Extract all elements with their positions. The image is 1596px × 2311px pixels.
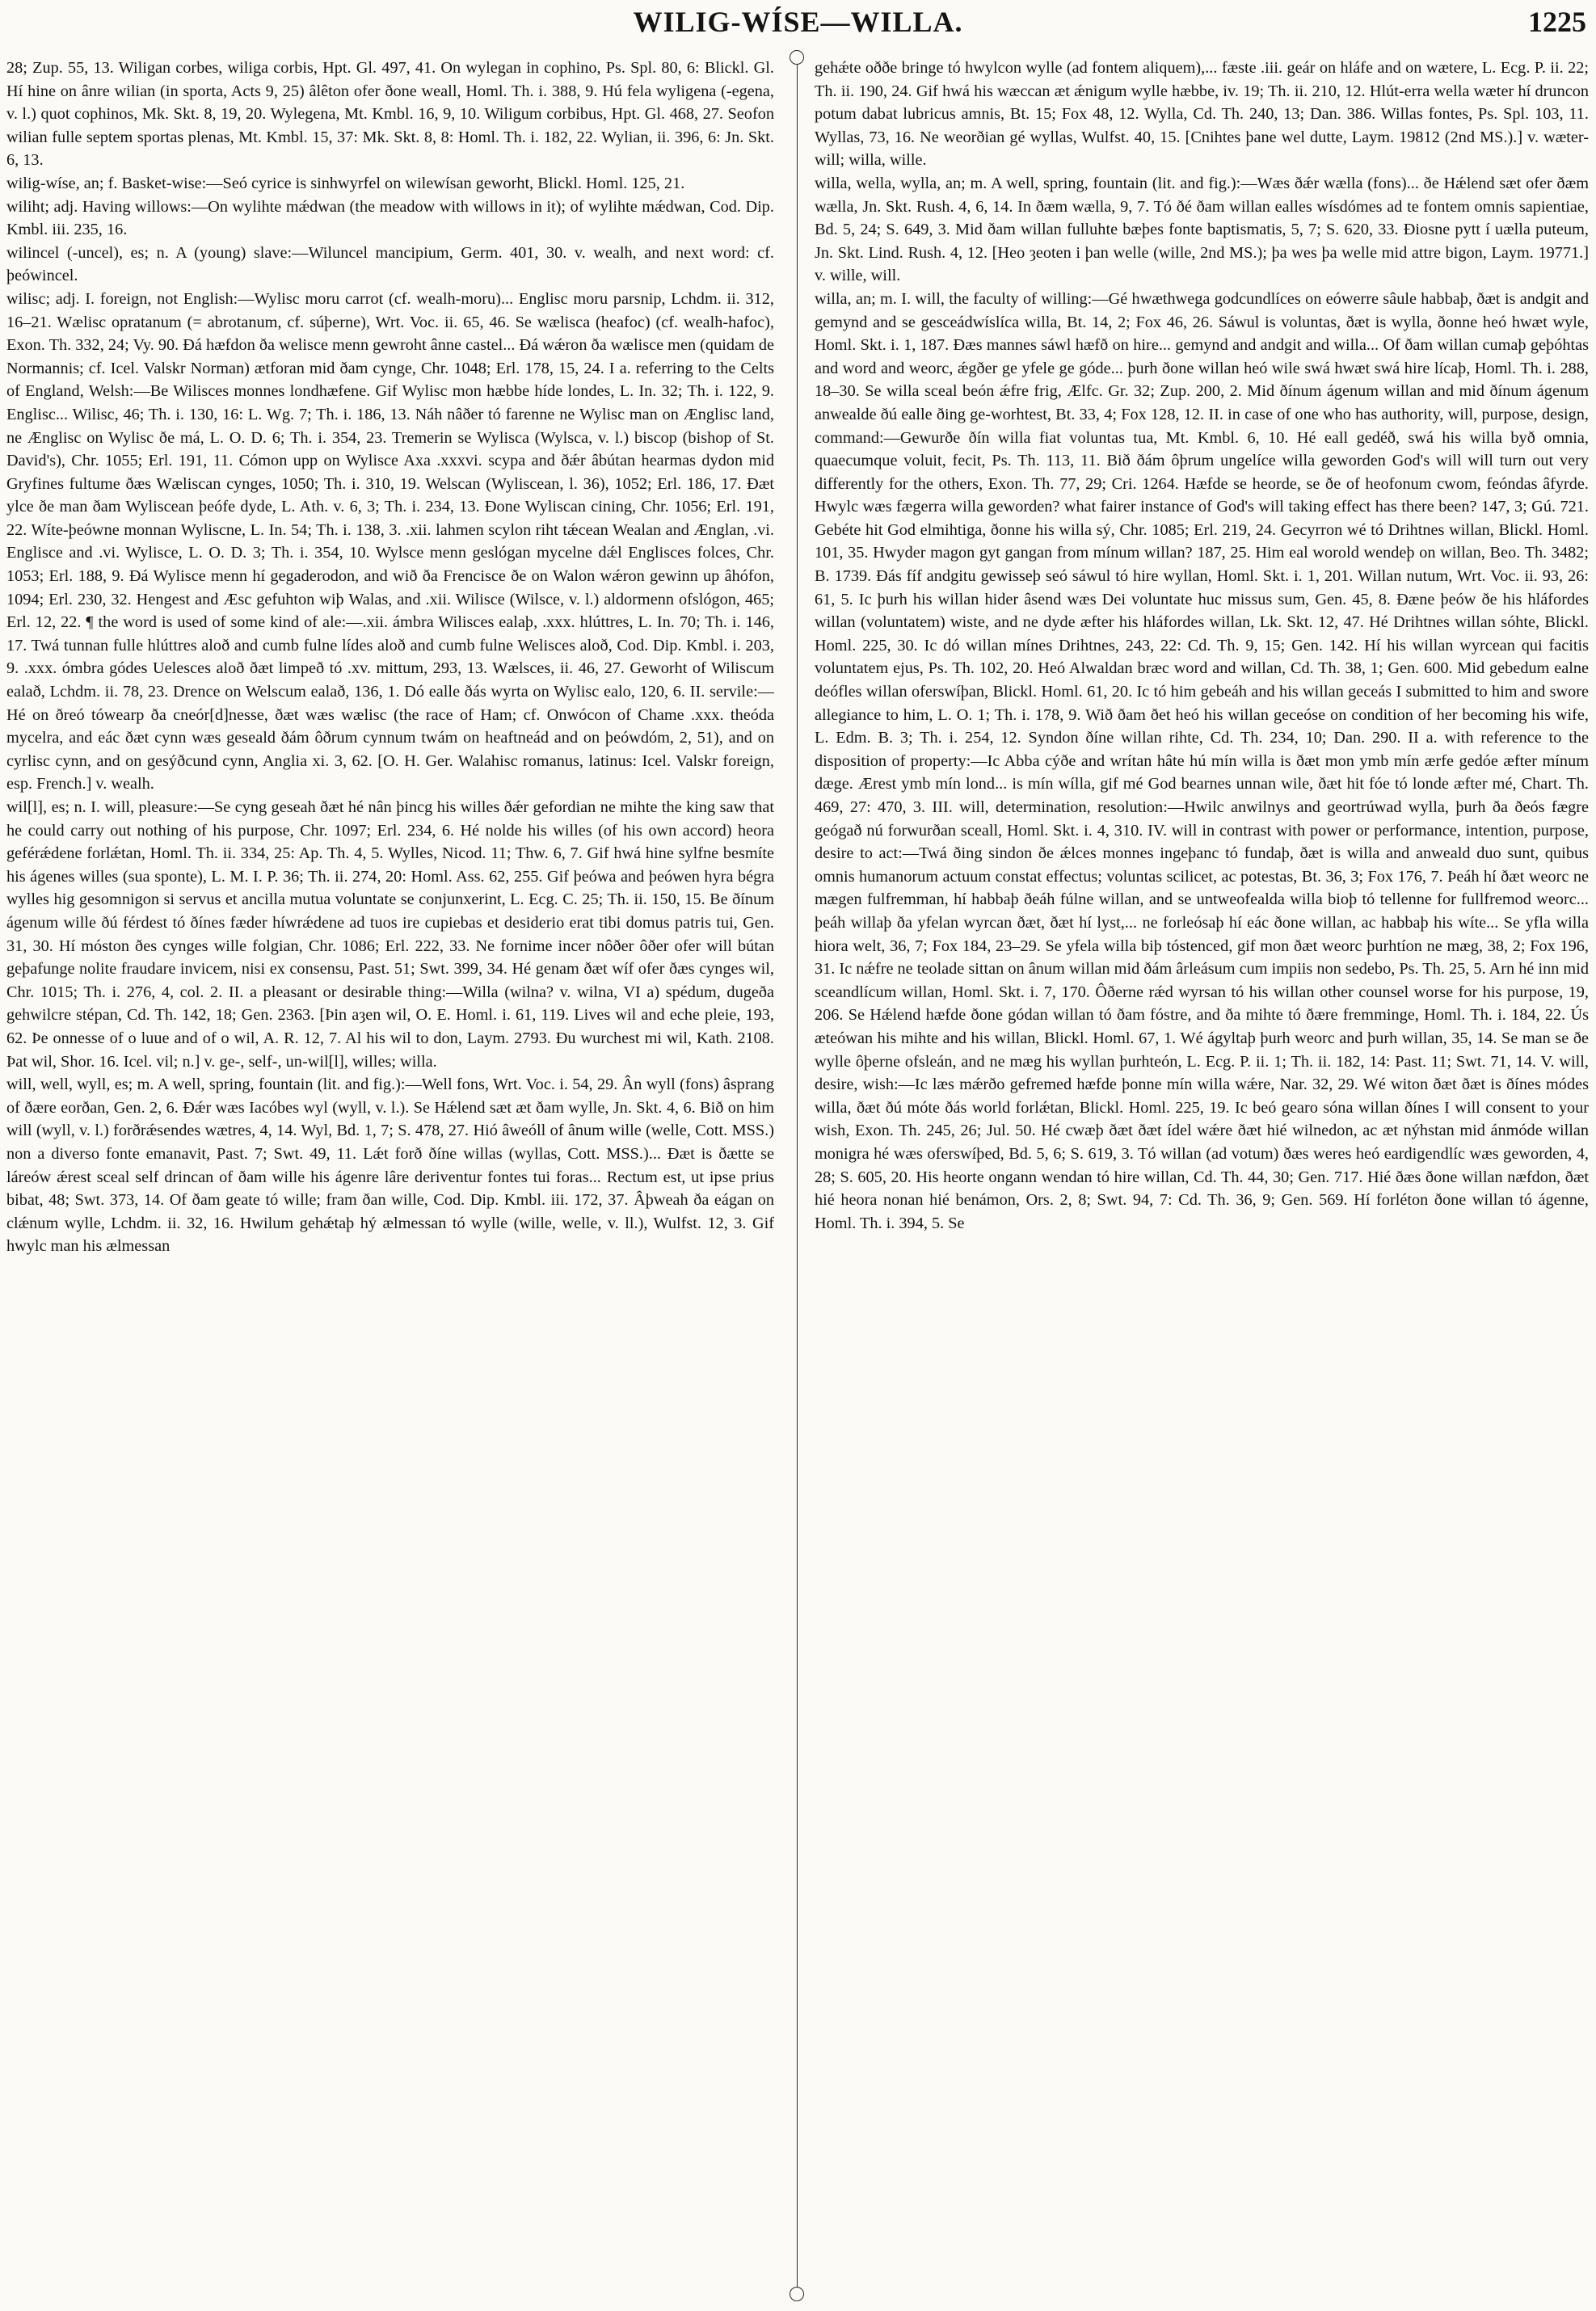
- entry-wilig-wise: wilig-wíse, an; f. Basket-wise:—Seó cyrice is sinhwyrfel on wilewísan geworht, Blickl. Homl. 125, 21.: [6, 174, 685, 192]
- entry-wilisc: wilisc; adj. I. foreign, not English:—Wylisc moru carrot (cf. wealh-moru)... Englisc moru parsnip, Lchdm. ii. 312, 16–21. Wælisc opratanum (= abrotanum, cf. súþerne), Wrt. Voc. ii. 65, 46. Se wælisca (heafoc) (cf. wealh-hafoc), Exon. Th. 332, 24; Vy. 90. Ðá hæfdon ða welisce menn gewroht ânne castel... Ðá wǽron ða wælisce men (quidam de Normannis; cf. Icel. Valskr Norman) ætforan mid ðam cynge, Chr. 1048; Erl. 178, 15, 24. I a. referring to the Celts of England, Welsh:—Be Wilisces monnes londhæfene. Gif Wylisc mon hæbbe híde londes, L. In. 32; Th. i. 122, 9. Englisc... Wilisc, 46; Th. i. 130, 16: L. Wg. 7; Th. i. 186, 13. Náh nâðer tó farenne ne Wylisc man on Ænglisc land, ne Ænglisc on Wylisc ðe má, L. O. D. 6; Th. i. 354, 23. Tremerin se Wylisca (Wylsca, v. l.) biscop (bishop of St. David's), Chr. 1055; Erl. 191, 11. Cómon upp on Wylisce Axa .xxxvi. scypa and ðǽr âbútan hearmas dydon mid Gryfines fultume ðæs Wæliscan cynges, 1050; Th. i. 310, 19. Welscan (Wyliscean, l. 36), 1052; Erl. 186, 17. Ðæt ylce ðe man ðam Wyliscean þeófe dyde, L. Ath. v. 6, 3; Th. i. 234, 13. Ðone Wyliscan cining, Chr. 1056; Erl. 191, 22. Wíte-þeówne monnan Wyliscne, L. In. 54; Th. i. 138, 3. .xii. lahmen scylon riht tǽcean Wealan and Ænglan, .vi. Englisce and .vi. Wylisce, L. O. D. 3; Th. i. 354, 10. Wylsce menn geslógan mycelne dǽl Englisces folces, Chr. 1053; Erl. 188, 9. Ðá Wylisce menn hí gegaderodon, and wið ða Frencisce ðe on Walon wǽron gewinn up âhófon, 1094; Erl. 230, 32. Hengest and Æsc gefuhton wiþ Walas, and .xii. Wilisce (Wilsce, v. l.) aldormenn ofslógon, 465; Erl. 12, 22. ¶ the word is used of some kind of ale:—.xii. ámbra Wilisces ealaþ, .xxx. hlúttres, L. In. 70; Th. i. 146, 17. Twá tunnan fulle hlúttres aloð and cumb fulne lídes aloð and cumb fulne Welisces aloð, Cod. Dip. Kmbl. i. 203, 9. .xxx. ómbra gódes Uelesces aloð ðæt limpeð tó .xv. mittum, 293, 13. Wælsces, ii. 46, 27. Geworht of Wiliscum ealað, Lchdm. ii. 78, 23. Drence on Welscum ealað, 136, 1. Dó ealle ðás wyrta on Wylisc ealo, 120, 6. II. servile:—Hé on ðreó tówearp ða cneór[d]nesse, ðæt wæs wælisc (the race of Ham; cf. Onwócon of Chame .xxx. theóda mycelra, and eác ðæt cynn wæs geseald ðám ôðrum cynnum twám on heaftneád and on þeówdóm, 2, 51), and on cyrlisc cynn, and on gesýðcund cynn, Anglia xi. 3, 62. [O. H. Ger. Walahisc romanus, latinus: Icel. Valskr foreign, esp. French.] v. wealh.: [6, 289, 774, 793]
- entry-wiligan-continued: 28; Zup. 55, 13. Wiligan corbes, wiliga corbis, Hpt. Gl. 497, 41. On wylegan in cophino, Ps. Spl. 80, 6: Blickl. Gl. Hí hine on ânre wilian (in sporta, Acts 9, 25) âlêton ofer ðone weall, Homl. Th. i. 388, 9. Hú fela wyligena (-egena, v. l.) quot cophinos, Mk. Skt. 8, 19, 20. Wylegena, Mt. Kmbl. 16, 9, 10. Wiligum corbibus, Hpt. Gl. 468, 27. Seofon wilian fulle septem sportas plenas, Mt. Kmbl. 15, 37: Mk. Skt. 8, 8: Homl. Th. i. 182, 22. Wylian, ii. 396, 6: Jn. Skt. 6, 13.: [6, 59, 774, 170]
- column-rule: [797, 57, 798, 2295]
- left-column: [6, 57, 774, 2303]
- entry-wiliht: wiliht; adj. Having willows:—On wylihte mǽdwan (the meadow with willows in it); of wylihte mǽdwan, Cod. Dip. Kmbl. iii. 235, 16.: [6, 197, 774, 239]
- entry-wilincel: wilincel (-uncel), es; n. A (young) slave:—Wiluncel mancipium, Germ. 401, 30. v. wealh, and next word: cf. þeówincel.: [6, 243, 774, 285]
- page-title: WILIG-WÍSE—WILLA.: [633, 6, 963, 38]
- entry-willa-well: willa, wella, wylla, an; m. A well, spring, fountain (lit. and fig.):—Wæs ðǽr wælla (fons)... ðe Hǽlend sæt ofer ðæm wælla, Jn. Skt. Rush. 4, 6, 14. In ðæm wælla, 9, 7. Tó ðé ðam willan ealles wísdómes ad te fontem omnis sapientiae, Bd. 5, 24; S. 649, 3. Mid ðam willan fulluhte bæþes fonte baptismatis, 5, 7; S. 620, 33. Ðiosne pytt í uælla puteum, Jn. Skt. Lind. Rush. 4, 12. [Heo ȝeoten i þan welle (wille, 2nd MS.); þa wes þa welle mid attre bigon, Laym. 19771.] v. wille, will.: [815, 174, 1589, 285]
- right-column: [815, 57, 1589, 2303]
- column-rule-top-ornament: [790, 50, 804, 65]
- entry-wil: wil[l], es; n. I. will, pleasure:—Se cyng geseah ðæt hé nân þincg his willes ðǽr gefordian ne mihte the king saw that he could carry out nothing of his purpose, Chr. 1097; Erl. 234, 6. Hé nolde his willes (of his own accord) heora geférǽdene forlǽtan, Homl. Th. ii. 334, 25: Ap. Th. 4, 5. Wylles, Nicod. 11; Thw. 6, 7. Gif hwá hine sylfne besmíte his ágenes willes (sua sponte), L. M. I. P. 36; Th. ii. 274, 20: Homl. Ass. 62, 255. Gif þeówa and þeówen hyra bégra wylles hig gesomnigon si servus et ancilla mutua voluntate se conjunxerint, L. Ecg. C. 25; Th. ii. 150, 15. Be ðínum ágenum wille ðú férdest tó ðínes fæder híwrǽdene ad tuos ire cupiebas et desiderio erat tibi domus patris tui, Gen. 31, 30. Hí móston ðes cynges wille folgian, Chr. 1086; Erl. 222, 33. Ne fornime incer nôðer ôðer ofer will bútan geþafunge nolite fraudare invicem, nisi ex consensu, Past. 51; Swt. 399, 34. Hé genam ðæt wíf ofer ðæs cynges wil, Chr. 1015; Th. i. 276, 4, col. 2. II. a pleasant or desirable thing:—Willa (wilna? v. wilna, VI a) spédum, dugeða gehwilcre stépan, Cd. Th. 142, 18; Gen. 2363. [Þin aȝen wil, O. E. Homl. i. 61, 119. Lives wil and eche pleie, 193, 62. Þe onnesse of o luue and of o wil, A. R. 12, 7. Al his wil to don, Laym. 2793. Ðu wurchest mi wil, Kath. 2108. Þat wil, Shor. 16. Icel. vil; n.] v. ge-, self-, un-wil[l], willes; willa.: [6, 798, 774, 1071]
- column-rule-bottom-ornament: [790, 2287, 804, 2301]
- entry-will-continued: gehǽte oððe bringe tó hwylcon wylle (ad fontem aliquem),... fæste .iii. geár on hláfe and on wætere, L. Ecg. P. ii. 22; Th. ii. 190, 24. Gif hwá his wæccan æt ǽnigum wylle hæbbe, iv. 19; Th. ii. 210, 12. Hlút-erra wella wæter hí druncon potum dabat lubricus amnis, Bt. 15; Fox 48, 12. Wylla, Cd. Th. 240, 13; Dan. 386. Willas fontes, Ps. Spl. 103, 11. Wyllas, 73, 16. Ne weorðian gé wyllas, Wulfst. 40, 15. [Cnihtes þane wel dutte, Laym. 19812 (2nd MS.).] v. wæter-will; willa, wille.: [815, 59, 1589, 170]
- page-number: 1225: [1528, 6, 1586, 38]
- running-head: [0, 5, 1596, 45]
- entry-willa-will: willa, an; m. I. will, the faculty of willing:—Gé hwæthwega godcundlíces on eówerre sâule habbaþ, ðæt is andgit and gemynd and se gesceádwíslíca willa, Bt. 14, 2; Fox 46, 26. Sáwul is voluntas, ðæt is wylla, ðonne heó hwæt wyle, Homl. Skt. i. 1, 187. Ðæs mannes sáwl hæfð on hire... gemynd and andgit and willa... Of ðam willan cumaþ geþóhtas and word and weorc, ǽgðer ge yfele ge góde... þurh ðone willan heó wile swá hwæt swá hire lícaþ, Homl. Th. i. 288, 18–30. Se willa sceal beón ǽfre frig, Ælfc. Gr. 32; Zup. 200, 2. Mid ðínum ágenum willan and mid ðínum ágenum anwealde ðú ealle ðing ge-worhtest, Bt. 33, 4; Fox 128, 12. II. in case of one who has authority, will, purpose, design, command:—Gewurðe ðín willa fiat voluntas tua, Mt. Kmbl. 6, 10. Hé eall gedéð, swá his willa byð omnia, quaecumque voluit, fecit, Ps. Th. 113, 11. Bið ðám ôþrum ungelíce willa geworden God's will will turn out very differently for the others, Exon. Th. 77, 29; Cri. 1264. Hæfde se heorde, se ðe of heofonum cwom, feóndas âfyrde. Hwylc wæs fægerra willa geworden? what fairer instance of God's will taking effect has there been? 147, 3; Gú. 721. Gebéte hit God elmihtiga, ðonne his willa sý, Chr. 1085; Erl. 219, 24. Gecyrron wé tó Drihtnes willan, Blickl. Homl. 101, 35. Hwyder magon gyt gangan from mínum willan? 187, 25. Him eal worold wendeþ on willan, Beo. Th. 3482; B. 1739. Ðás fíf andgitu gewisseþ seó sáwul tó hire wyllan, Homl. Skt. i. 1, 201. Willan nutum, Wrt. Voc. ii. 93, 26: 61, 5. Ic þurh his willan hider âsend wæs Dei voluntate huc missus sum, Gen. 45, 8. Ðæne þeów ðe his hláfordes willan (voluntatem) wiste, and ne dyde æfter his hláfordes willan, Lk. Skt. 12, 47. Hé Drihtnes willan sóhte, Blickl. Homl. 225, 30. Ic dó willan mínes Drihtnes, 243, 22: Cd. Th. 9, 15; Gen. 142. Hí his willan wyrcean qui facitis voluntatem ejus, Ps. Th. 102, 20. Heó Alwaldan bræc word and willan, Cd. Th. 38, 1; Gen. 600. Mid gebedum ealne deófles willan oferswíþan, Blickl. Homl. 61, 20. Ic tó him gebeáh and his willan geceás I submitted to him and swore allegiance to him, L. O. 1; Th. i. 178, 9. Wið ðam ðet heó his willan geceóse on condition of her becoming his wife, L. Edm. B. 3; Th. i. 254, 12. Syndon ðíne willan rihte, Cd. Th. 234, 10; Dan. 290. II a. with reference to the disposition of property:—Ic Abba cýðe and wrítan hâte hú mín willa is ðæt mon ymb mín ærfe gedóe æfter mínum dæge. Ærest ymb mín lond... is mín wílla, gif mé God bearnes unnan wile, ðæt hit fóe tó londe æfter mé, Chart. Th. 469, 27: 470, 3. III. will, determination, resolution:—Hwilc anwilnys and geortrúwad wylla, þurh ða ðeós fægre geógað nú forwurðan sceall, Homl. Skt. i. 4, 310. IV. will in contrast with power or performance, intention, purpose, desire to act:—Twá ðing sindon ðe ǽlces monnes ingeþanc tó fundaþ, ðæt is willa and anweald duo sunt, quibus omnis humanorum actuum constat effectus; voluntas scilicet, ac potestas, Bt. 36, 3; Fox 176, 7. Þeáh hí ðæt weorc ne mægen fulfremman, hí habbaþ ðeáh fúlne willan, and se untweofealda willa bioþ tó tellenne for fullfremod weorc... þeáh willaþ ða yfelan wyrcan ðæt, ðæt hí lyst,... ne forleósaþ hí eác ðone willan, ac habbaþ his wíte... Se yfla willa hiora welt, 36, 7; Fox 184, 23–29. Se yfela willa biþ tóstenced, gif mon ðæt weorc þurhtíon ne mæg, 38, 2; Fox 196, 31. Ic nǽfre ne teolade sittan on ânum willan mid ðám ârleásum cum impiis non sedebo, Ps. Th. 25, 5. Arn hé inn mid sceandlícum willan, Homl. Skt. i. 7, 170. Ôðerne rǽd wyrsan tó his willan other counsel worse for his purpose, 19, 206. Se Hǽlend hæfde ðone gódan willan tó ðam fóstre, and ða mihte tó ðære fremminge, Homl. Th. i. 184, 22. Ús æteówan his mihte and his willan, Blickl. Homl. 67, 1. Wé ágyltaþ þurh weorc and þurh willan, 35, 14. Se man se ðe wylle ôþerne ofsleán, and ne mæg his wyllan þurhteón, L. Ecg. P. ii. 1; Th. ii. 182, 14: Past. 11; Swt. 71, 14. V. will, desire, wish:—Ic læs mǽrðo gefremed hæfde þonne mín willa wǽre, Nar. 32, 29. Wé witon ðæt ðæt is ðínes módes willa, ðæt ðú móte ðás world forlǽtan, Blickl. Homl. 225, 19. Ic beó gearo sóna willan ðínes I will consent to your wish, Exon. Th. 245, 26; Jul. 50. Hé cwæþ ðæt ðæt ídel wǽre ðæt hié wilnedon, ac æt nýhstan mid ánmóde willan monigra hé wæs oferswíþed, Bd. 5, 6; S. 619, 3. Tó willan (ad votum) ðæs weres heó eardigendlíc wæs geworden, 4, 28; S. 605, 20. His heorte ongann wendan tó hire willan, Cd. Th. 44, 30; Gen. 717. Hié ðæs ðone willan næfdon, ðæt hié heora nonan hié benámon, Ors. 2, 8; Swt. 94, 7: Cd. Th. 36, 9; Gen. 569. Hí forléton ðone willan tó ágenne, Homl. Th. i. 394, 5. Se: [815, 289, 1589, 1232]
- entry-will: will, well, wyll, es; m. A well, spring, fountain (lit. and fig.):—Well fons, Wrt. Voc. i. 54, 29. Ân wyll (fons) âsprang of ðære eorðan, Gen. 2, 6. Ðǽr wæs Iacóbes wyl (wyll, v. l.). Se Hǽlend sæt æt ðam wylle, Jn. Skt. 4, 6. Bið on him will (wyll, v. l.) forðrǽsendes wætres, 4, 14. Wyl, Bd. 1, 7; S. 478, 27. Hió âweóll of ânum wille (welle, Cott. MSS.) non a diverso fonte emanavit, Past. 7; Swt. 49, 11. Lǽt forð ðíne willas (wyllas, Cott. MSS.)... Ðæt is ðætte se láreów ǽrest sceal self drincan of ðam wille his ágenre lâre deriventur fontes tui foras... Rectum est, ut ipse prius bibat, 48; Swt. 373, 14. Of ðam geate tó wille; fram ðan wille, Cod. Dip. Kmbl. iii. 172, 37. Âþweah ða eágan on clǽnum wylle, Lchdm. ii. 32, 16. Hwilum gehǽtaþ hý ælmessan tó wylle (wille, welle, v. ll.), Wulfst. 12, 3. Gif hwylc man his ælmessan: [6, 1076, 774, 1256]
